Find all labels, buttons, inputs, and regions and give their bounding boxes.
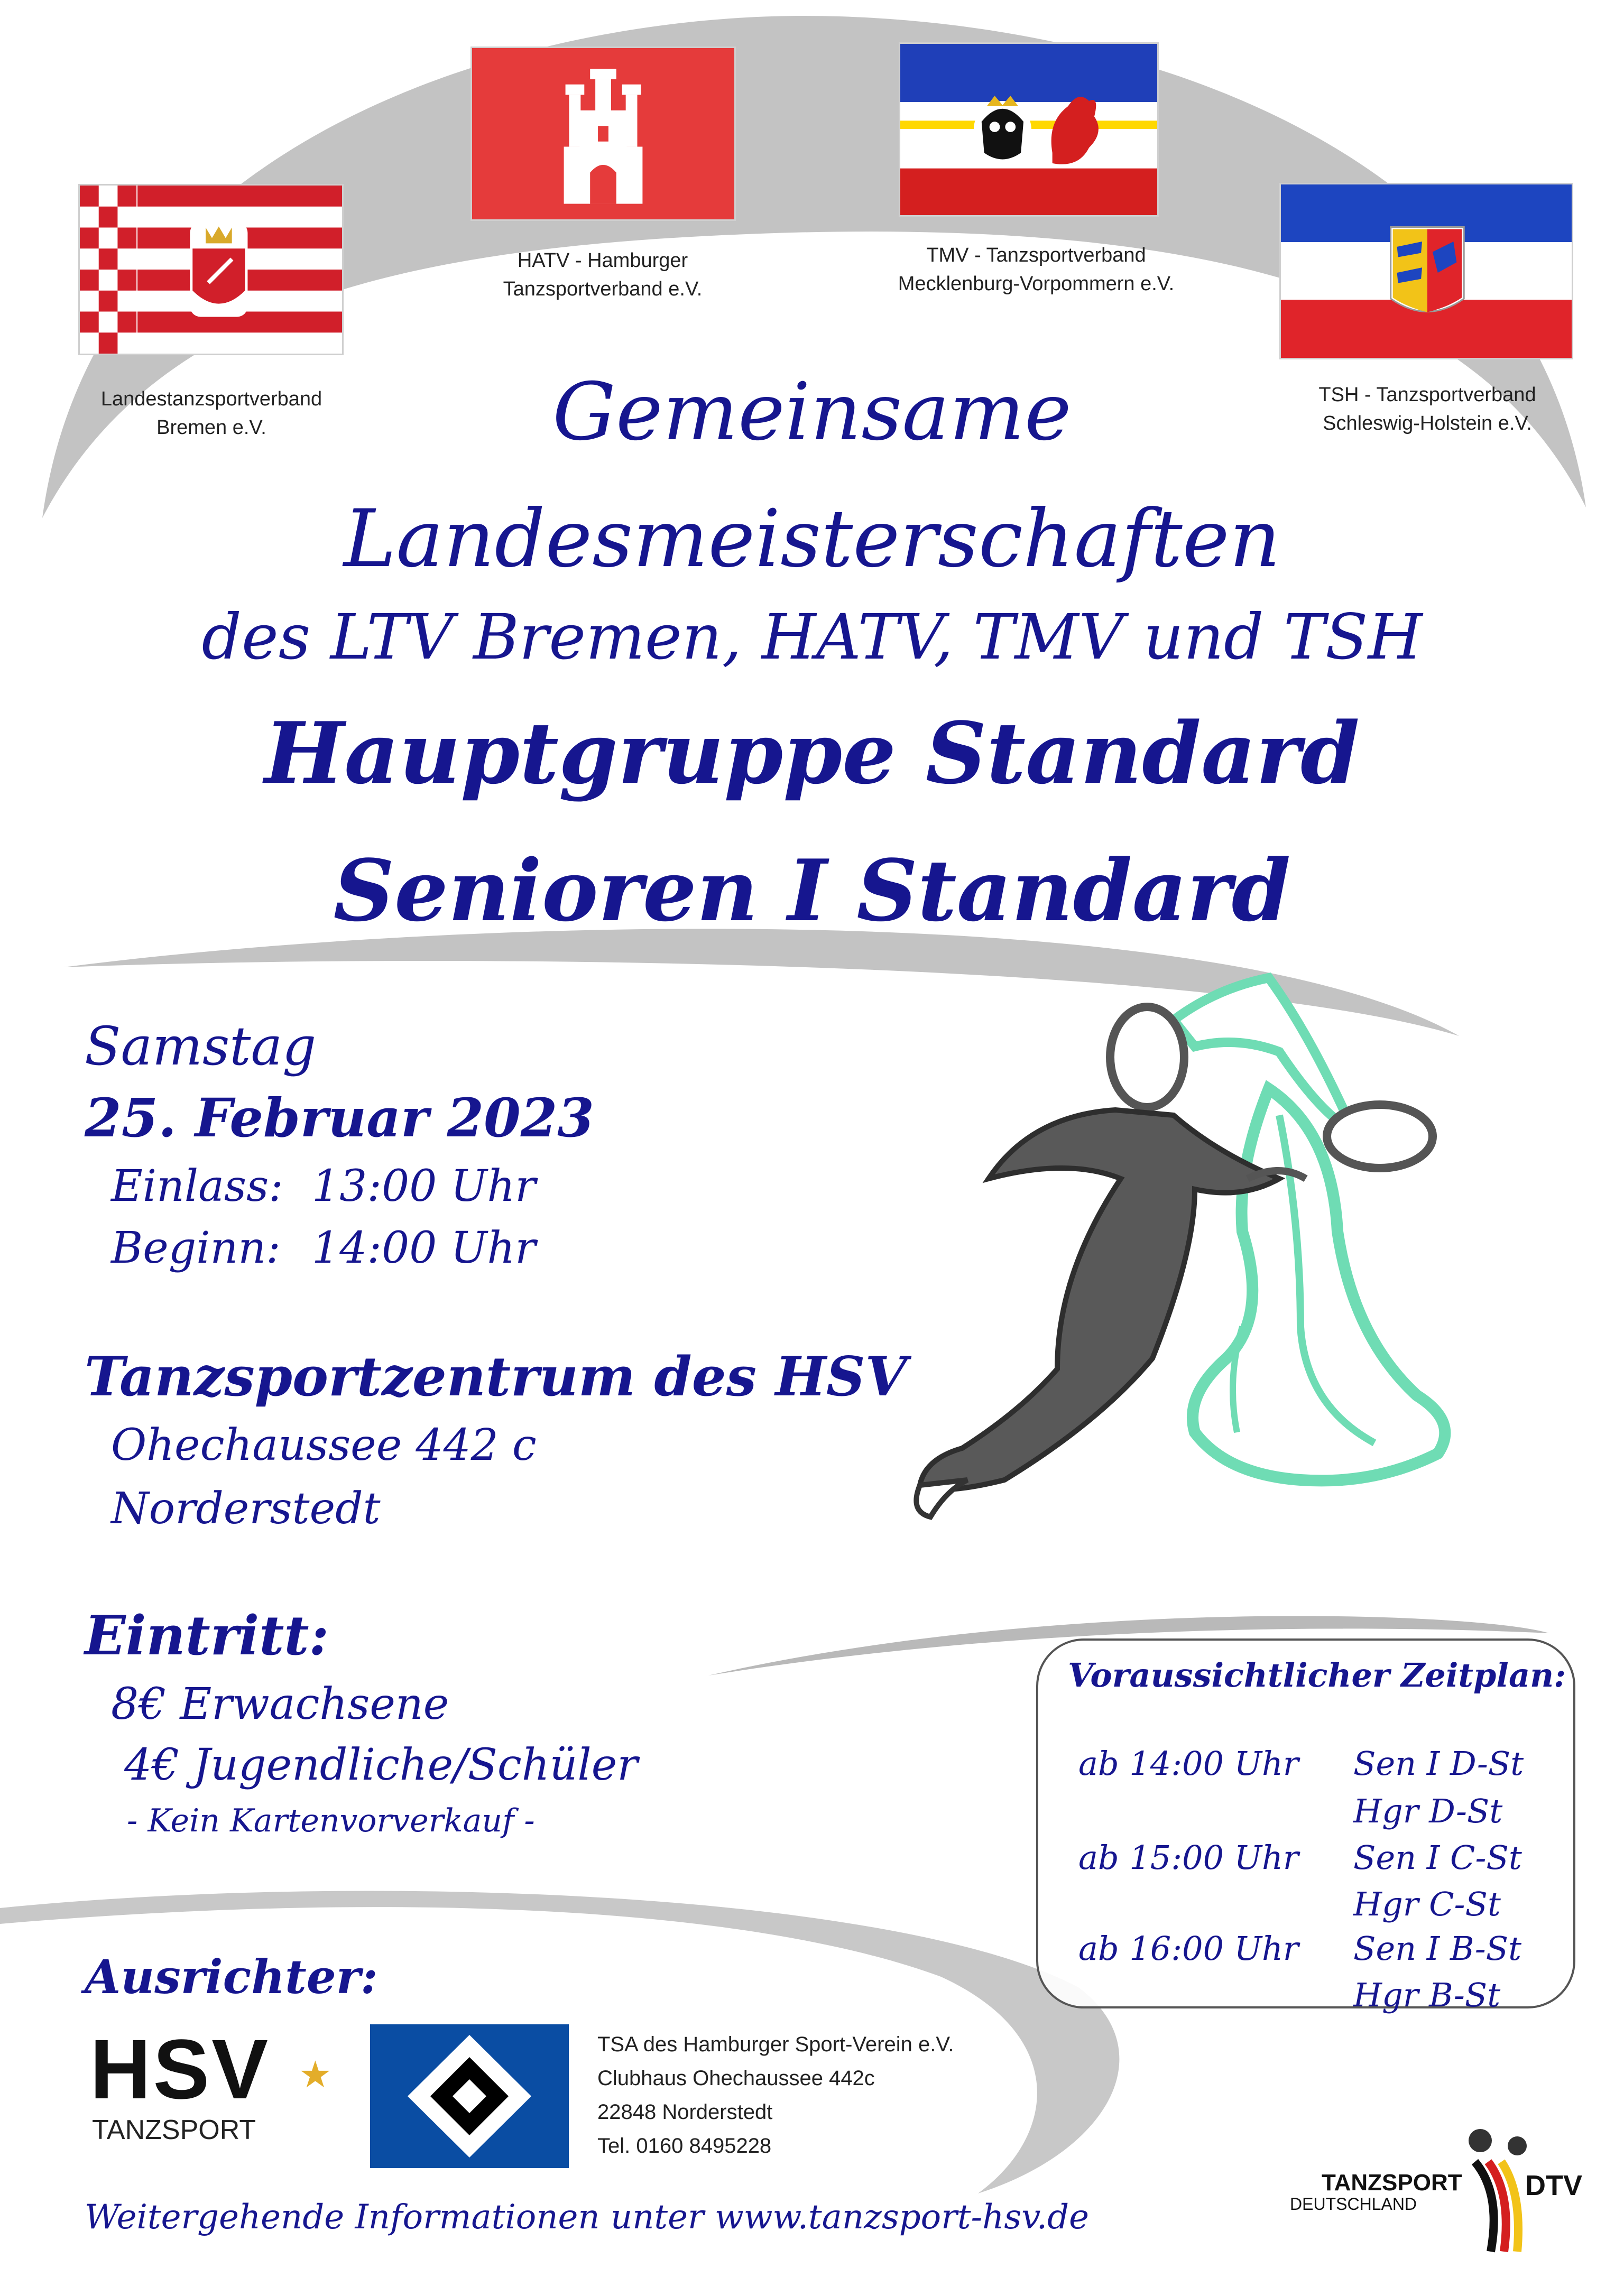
hsv-diamond-logo [370,2024,569,2168]
schedule-row-2-class-1: Sen I C-St [1353,1838,1522,1877]
entry-label: Einlass: [111,1161,283,1211]
sh-label-line2: Schleswig-Holstein e.V. [1323,412,1532,434]
schedule-row-3-time: ab 16:00 Uhr [1078,1929,1299,1968]
hamburg-label-line1: HATV - Hamburger [517,249,688,272]
venue-city: Norderstedt [111,1484,381,1534]
admission-youth: 4€ Jugendliche/Schüler [124,1740,638,1790]
event-date: 25. Februar 2023 [85,1087,594,1149]
dancer-couple-illustration [899,957,1522,1580]
title-subtitle: des LTV Bremen, HATV, TMV und TSH [201,600,1423,673]
mv-label [825,241,1248,298]
event-day: Samstag [85,1015,317,1077]
sh-label-line1: TSH - Tanzsportverband [1318,384,1536,406]
mv-flag-icon [900,44,1157,215]
organizer-heading: Ausrichter: [85,1949,378,2004]
mv-label-line1: TMV - Tanzsportverband [926,244,1146,266]
schedule-row-2-class-2: Hgr C-St [1353,1885,1501,1923]
star-icon: ★ [299,2053,332,2096]
title-senioren: Senioren I Standard [333,841,1291,940]
schedule-row-3-class-2: Hgr B-St [1353,1976,1501,2014]
bremen-flag-icon [80,186,342,354]
sh-flag-icon [1281,184,1572,358]
hsv-logo-sub: TANZSPORT [92,2115,256,2145]
title-line-2: Landesmeisterschaften [343,493,1281,585]
address-line-2: Clubhaus Ohechaussee 442c [597,2067,875,2090]
dtv-top-text: TANZSPORT [1322,2170,1462,2196]
hsv-logo-text: HSV [90,2022,270,2116]
schedule-row-1-time: ab 14:00 Uhr [1078,1744,1299,1783]
address-line-4: Tel. 0160 8495228 [597,2134,772,2158]
sh-flag [1279,183,1573,359]
venue-street: Ohechaussee 442 c [111,1420,537,1470]
address-line-1: TSA des Hamburger Sport-Verein e.V. [597,2033,954,2056]
mv-flag [899,42,1159,217]
footer-info: Weitergehende Informationen unter www.tanzsport-hsv.de [85,2198,1089,2237]
hamburg-label [444,246,761,303]
entry-time: 13:00 Uhr [312,1161,536,1211]
title-hauptgruppe: Hauptgruppe Standard [264,703,1360,803]
mv-label-line2: Mecklenburg-Vorpommern e.V. [898,273,1175,295]
schedule-heading: Voraussichtlicher Zeitplan: [1068,1656,1566,1695]
hamburg-flag [470,47,736,221]
hamburg-label-line2: Tanzsportverband e.V. [503,278,703,300]
bremen-label-line1: Landestanzsportverband [100,388,322,410]
dtv-mark: DTV [1525,2170,1582,2201]
start-time: 14:00 Uhr [312,1223,536,1273]
address-line-3: 22848 Norderstedt [597,2100,773,2124]
title-line-1: Gemeinsame [552,366,1072,458]
dtv-logo [1285,2119,1581,2262]
schedule-row-3-class-1: Sen I B-St [1353,1929,1522,1968]
admission-heading: Eintritt: [85,1604,329,1668]
organizer-address [597,2027,954,2163]
admission-note: - Kein Kartenvorverkauf - [127,1802,535,1839]
bremen-label-line2: Bremen e.V. [156,416,266,439]
hamburg-flag-icon [472,48,734,219]
hsv-diamond-icon [370,2024,569,2168]
start-label: Beginn: [111,1223,281,1273]
venue-name: Tanzsportzentrum des HSV [85,1345,907,1409]
schedule-row-2-time: ab 15:00 Uhr [1078,1838,1299,1877]
hsv-tanzsport-logo [90,2024,354,2146]
schedule-row-1-class-2: Hgr D-St [1353,1792,1503,1830]
admission-adults: 8€ Erwachsene [111,1679,449,1729]
dtv-sub-text: DEUTSCHLAND [1290,2195,1417,2214]
schedule-row-1-class-1: Sen I D-St [1353,1744,1524,1783]
bremen-flag [78,184,344,355]
